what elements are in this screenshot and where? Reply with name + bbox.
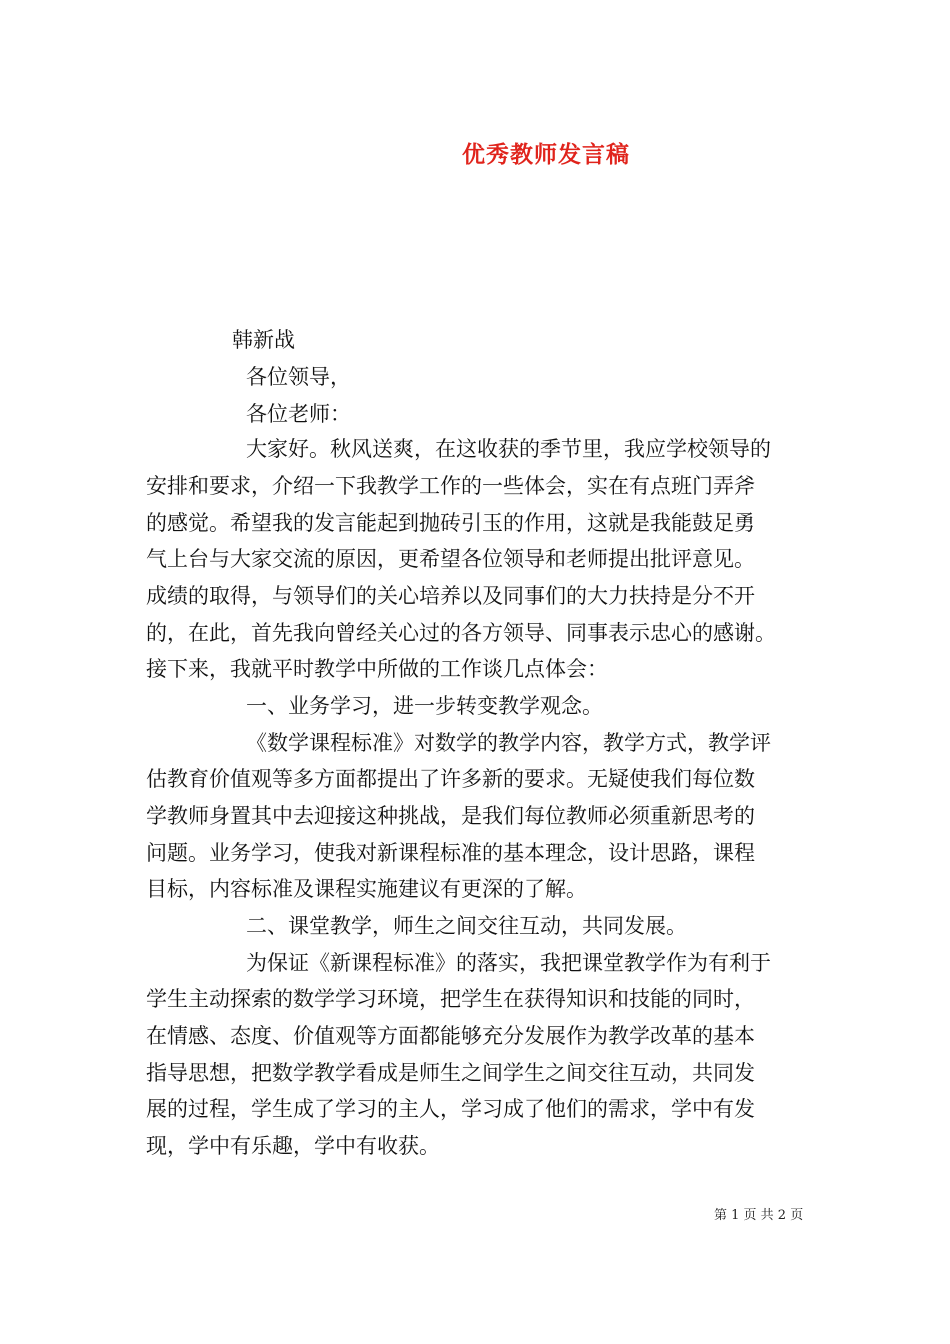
paragraph-line: 《数学课程标准》对数学的教学内容，教学方式，教学评 [246, 731, 771, 755]
paragraph-line: 目标，内容标准及课程实施建议有更深的了解。 [146, 877, 587, 901]
paragraph-line: 成绩的取得，与领导们的关心培养以及同事们的大力扶持是分不开 [146, 584, 755, 608]
paragraph-line: 指导思想，把数学教学看成是师生之间学生之间交往互动，共同发 [146, 1061, 755, 1085]
paragraph-line: 学教师身置其中去迎接这种挑战，是我们每位教师必须重新思考的 [146, 804, 755, 828]
salutation-leaders: 各位领导， [246, 365, 351, 389]
section-heading: 一、业务学习，进一步转变教学观念。 [246, 694, 603, 718]
paragraph-line: 展的过程，学生成了学习的主人，学习成了他们的需求，学中有发 [146, 1097, 755, 1121]
paragraph-line: 估教育价值观等多方面都提出了许多新的要求。无疑使我们每位数 [146, 767, 755, 791]
paragraph-line: 学生主动探索的数学学习环境，把学生在获得知识和技能的同时， [146, 987, 755, 1011]
paragraph-line: 安排和要求，介绍一下我教学工作的一些体会，实在有点班门弄斧 [146, 474, 755, 498]
paragraph-line: 大家好。秋风送爽，在这收获的季节里，我应学校领导的 [246, 437, 771, 461]
paragraph-line: 现，学中有乐趣，学中有收获。 [146, 1134, 440, 1158]
paragraph-line: 的，在此，首先我向曾经关心过的各方领导、同事表示忠心的感谢。 [146, 621, 776, 645]
paragraph-line: 在情感、态度、价值观等方面都能够充分发展作为教学改革的基本 [146, 1024, 755, 1048]
paragraph-line: 的感觉。希望我的发言能起到抛砖引玉的作用，这就是我能鼓足勇 [146, 511, 755, 535]
paragraph-line: 为保证《新课程标准》的落实，我把课堂教学作为有利于 [246, 951, 771, 975]
salutation-teachers: 各位老师： [246, 402, 351, 426]
paragraph-line: 气上台与大家交流的原因，更希望各位领导和老师提出批评意见。 [146, 547, 755, 571]
paragraph-line: 接下来，我就平时教学中所做的工作谈几点体会： [146, 657, 608, 681]
page-footer: 第 1 页 共 2 页 [714, 1208, 804, 1223]
section-heading: 二、课堂教学，师生之间交往互动，共同发展。 [246, 914, 687, 938]
author-name: 韩新战 [232, 328, 295, 352]
paragraph-line: 问题。业务学习，使我对新课程标准的基本理念，设计思路，课程 [146, 841, 755, 865]
document-title: 优秀教师发言稿 [462, 141, 630, 168]
